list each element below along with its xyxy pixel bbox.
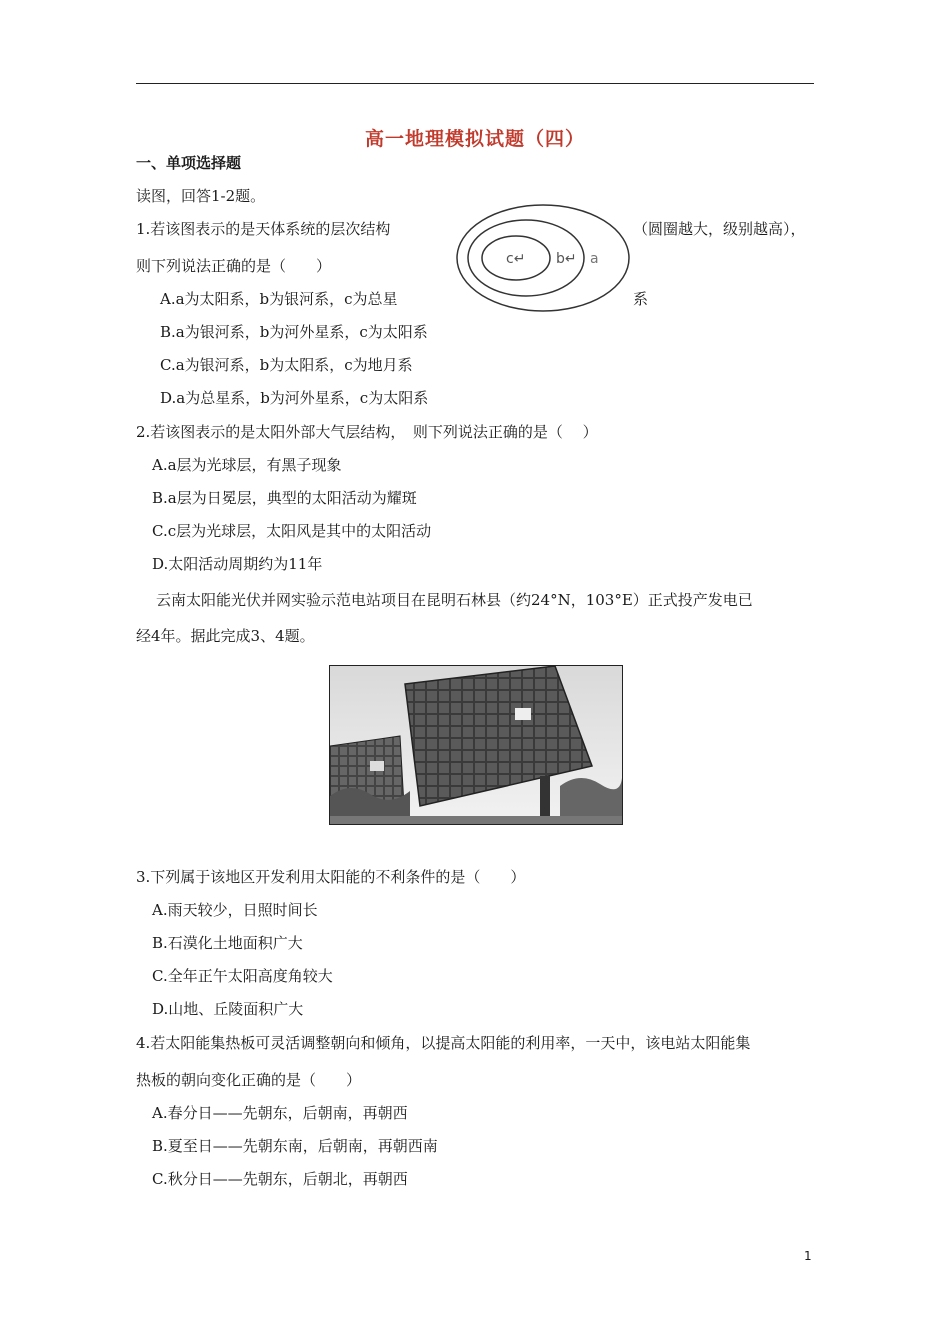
section-heading: 一、单项选择题 (136, 154, 242, 172)
question-4-stem-line2: 热板的朝向变化正确的是（ ） (136, 1071, 362, 1089)
question-4-stem: 4.若太阳能集热板可灵活调整朝向和倾角，以提高太阳能的利用率，一天中，该电站太阳能集 (136, 1034, 751, 1052)
page-title: 高一地理模拟试题（四） (364, 128, 585, 150)
question-2-option-c: C.c层为光球层，太阳风是其中的太阳活动 (152, 522, 432, 540)
question-3-option-d: D.山地、丘陵面积广大 (152, 1000, 304, 1018)
question-2-option-b: B.a层为日冕层，典型的太阳活动为耀斑 (152, 489, 417, 507)
label-a: a (590, 251, 599, 267)
passage-line-1: 云南太阳能光伏并网实验示范电站项目在昆明石林县（约24°N，103°E）正式投产发电已 (156, 591, 753, 609)
question-1-stem: 1.若该图表示的是天体系统的层次结构 (136, 220, 391, 238)
question-1-stem-line2: 则下列说法正确的是（ ） (136, 257, 332, 275)
header-rule (136, 83, 814, 84)
question-2-stem: 2.若该图表示的是太阳外部大气层结构， 则下列说法正确的是（ ） (136, 423, 598, 441)
question-1-option-d: D.a为总星系，b为河外星系，c为太阳系 (160, 389, 429, 407)
question-3-stem: 3.下列属于该地区开发利用太阳能的不利条件的是（ ） (136, 868, 526, 886)
question-4-option-a: A.春分日——先朝东，后朝南，再朝西 (152, 1104, 408, 1122)
solar-panel-illustration (330, 666, 622, 824)
concentric-circles-diagram (456, 203, 630, 313)
question-3-option-c: C.全年正午太阳高度角较大 (152, 967, 333, 985)
question-1-option-a-tail: 系 (633, 290, 649, 308)
question-1-option-a: A.a为太阳系，b为银河系，c为总星 (160, 290, 398, 308)
question-1-stem-right: （圆圈越大，级别越高）， (633, 220, 806, 238)
question-2-option-a: A.a层为光球层，有黑子现象 (152, 456, 342, 474)
question-4-option-c: C.秋分日——先朝东，后朝北，再朝西 (152, 1170, 408, 1188)
intro-text: 读图，回答1-2题。 (136, 187, 266, 205)
solar-panel-photo (329, 665, 623, 825)
question-4-option-b: B.夏至日——先朝东南，后朝南，再朝西南 (152, 1137, 438, 1155)
question-1-option-c: C.a为银河系，b为太阳系，c为地月系 (160, 356, 413, 374)
question-2-option-d: D.太阳活动周期约为11年 (152, 555, 323, 573)
label-b: b↵ (556, 251, 577, 267)
question-3-option-a: A.雨天较少，日照时间长 (152, 901, 318, 919)
passage-line-2: 经4年。据此完成3、4题。 (136, 627, 315, 645)
page-number: 1 (804, 1249, 812, 1263)
question-3-option-b: B.石漠化土地面积广大 (152, 934, 303, 952)
label-c: c↵ (506, 251, 526, 267)
question-1-option-b: B.a为银河系，b为河外星系，c为太阳系 (160, 323, 428, 341)
